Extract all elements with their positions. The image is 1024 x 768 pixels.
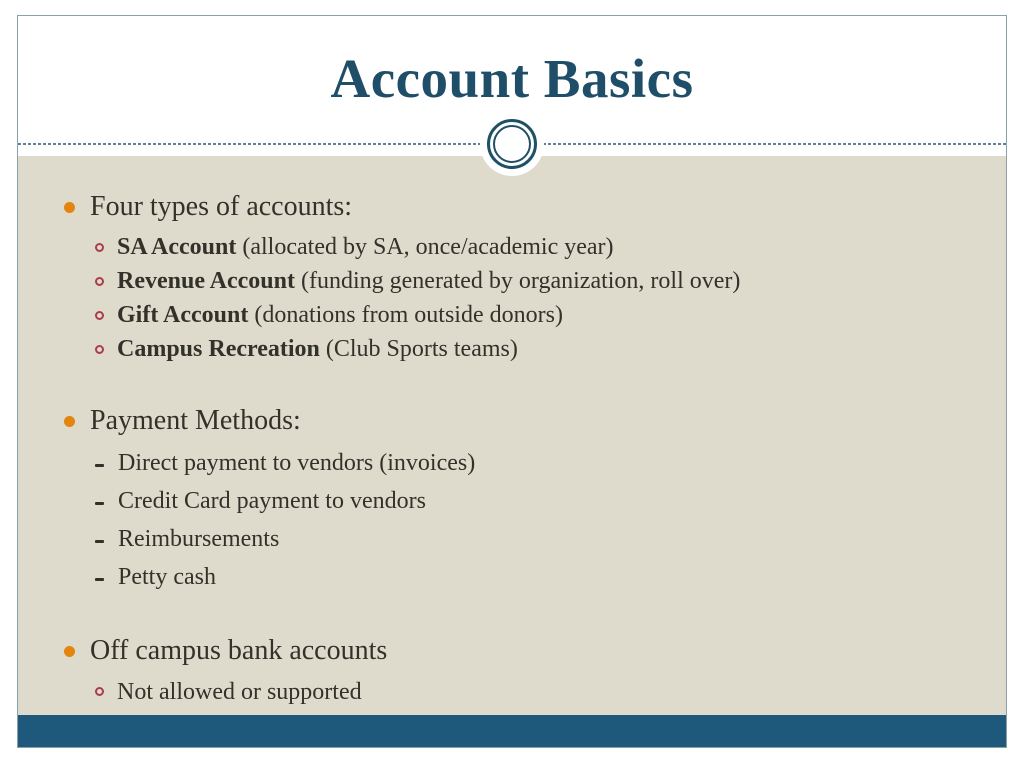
- ornament-outer-ring-icon: [487, 119, 537, 169]
- item-text: Not allowed or supported: [117, 679, 362, 705]
- section-heading: Four types of accounts:: [90, 191, 353, 222]
- list-item: [95, 264, 1006, 298]
- list-item: [95, 298, 1006, 332]
- item-text: Credit Card payment to vendors: [118, 488, 426, 514]
- item-text: Direct payment to vendors (invoices): [118, 450, 476, 476]
- section-account-types: [18, 190, 1006, 366]
- list-item: [95, 230, 1006, 264]
- list-item: [95, 558, 1006, 596]
- slide: [17, 15, 1007, 748]
- item-text: Petty cash: [118, 564, 216, 590]
- section-off-campus: [18, 634, 1006, 710]
- bottom-accent-bar: [18, 715, 1006, 747]
- list-item: [95, 520, 1006, 558]
- item-text: Reimbursements: [118, 526, 280, 552]
- circle-ornament-icon: [480, 112, 544, 176]
- item-rest: (Club Sports teams): [319, 336, 518, 362]
- bullet-ring-icon: [95, 243, 104, 252]
- item-rest: (funding generated by organization, roll over): [294, 268, 741, 294]
- list-item-heading: [64, 404, 1006, 438]
- item-text: [117, 298, 563, 332]
- list-item: [95, 444, 1006, 482]
- item-text: [117, 264, 740, 298]
- section-payment-methods: [18, 404, 1006, 596]
- bullet-ring-icon: [95, 311, 104, 320]
- list-item-heading: [64, 634, 1006, 668]
- title-band: [18, 16, 1006, 156]
- bullet-dot-icon: [64, 646, 75, 657]
- bullet-dot-icon: [64, 202, 75, 213]
- page-title: Account Basics: [330, 48, 694, 109]
- item-lead: SA Account: [117, 234, 237, 260]
- bullet-dash-icon: [95, 578, 104, 581]
- item-lead: Revenue Account: [117, 268, 295, 294]
- bullet-ring-icon: [95, 345, 104, 354]
- item-lead: Gift Account: [117, 302, 249, 328]
- bullet-dash-icon: [95, 540, 104, 543]
- item-rest: (donations from outside donors): [248, 302, 563, 328]
- item-text: [117, 230, 614, 264]
- list-item: [95, 482, 1006, 520]
- bullet-dot-icon: [64, 416, 75, 427]
- list-item-heading: [64, 190, 1006, 224]
- section-heading: Payment Methods:: [90, 405, 301, 436]
- bullet-ring-icon: [95, 277, 104, 286]
- list-item: [95, 332, 1006, 366]
- item-text: [117, 332, 518, 366]
- section-heading: Off campus bank accounts: [90, 635, 388, 666]
- bullet-dash-icon: [95, 502, 104, 505]
- list-item: [95, 674, 1006, 710]
- content-area: [18, 156, 1006, 715]
- item-lead: Campus Recreation: [117, 336, 320, 362]
- bullet-ring-icon: [95, 687, 104, 696]
- bullet-dash-icon: [95, 464, 104, 467]
- item-rest: (allocated by SA, once/academic year): [236, 234, 614, 260]
- ornament-inner-ring-icon: [493, 125, 531, 163]
